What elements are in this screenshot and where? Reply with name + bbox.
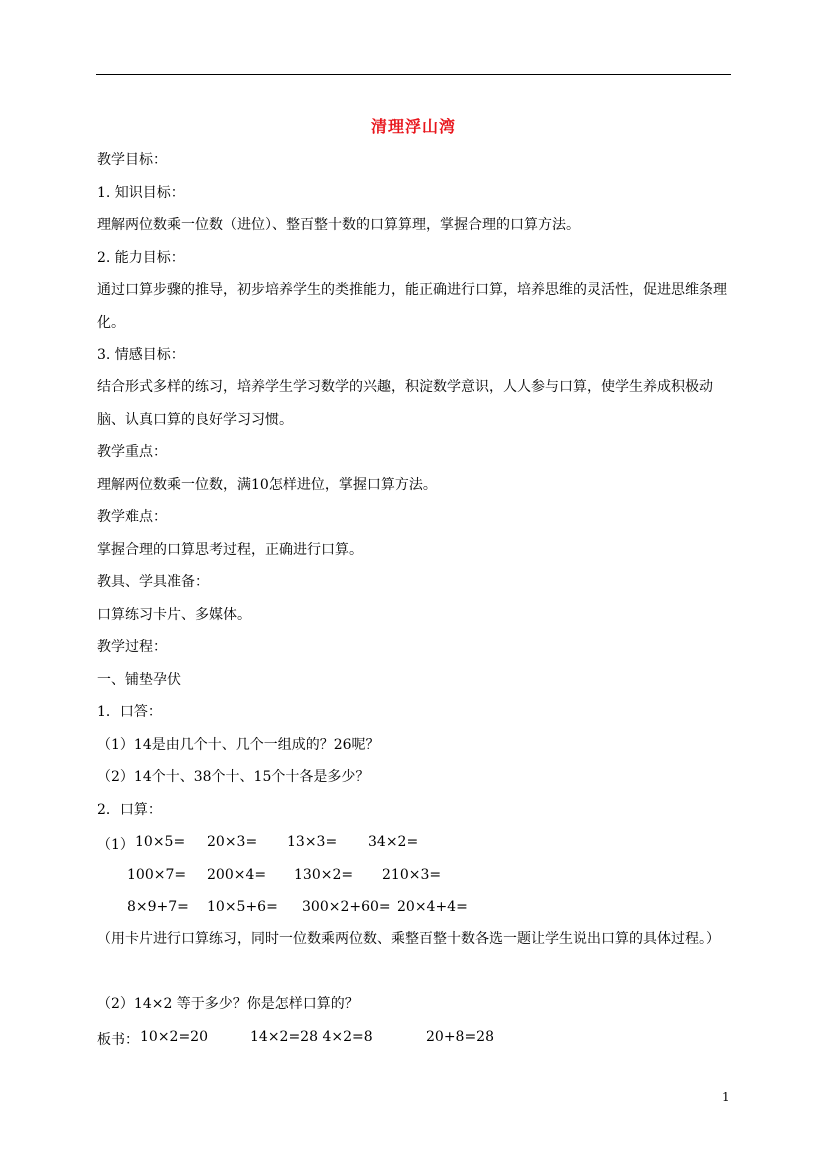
heading-process: 教学过程： (97, 639, 167, 655)
question-1: （1）14是由几个十、几个一组成的？26呢？ (97, 737, 380, 753)
paragraph-emotion-goal: 结合形式多样的练习，培养学生学习数学的兴趣，积淀数学意识，人人参与口算，使学生养成积极动脑、认真口算的良好学习习惯。 (97, 379, 713, 428)
calc-item: 130×2= (294, 867, 354, 883)
heading-difficulty: 教学难点： (97, 509, 167, 525)
calc-item: 100×7= (127, 867, 187, 883)
paragraph-ability-goal: 通过口算步骤的推导，初步培养学生的类推能力，能正确进行口算，培养思维的灵活性，促进思维条理化。 (97, 282, 727, 331)
paragraph-knowledge-goal: 理解两位数乘一位数（进位）、整百整十数的口算算理，掌握合理的口算方法。 (97, 217, 580, 233)
heading-emotion-goal: 3. 情感目标： (97, 347, 185, 363)
heading-oral-calc: 2．口算： (97, 802, 162, 818)
paragraph-materials: 口算练习卡片、多媒体。 (97, 607, 251, 623)
calc-item: 20×3= (207, 834, 258, 850)
heading-ability-goal: 2. 能力目标： (97, 250, 185, 266)
header-rule (96, 74, 731, 75)
calc-item: 8×9+7= (127, 899, 189, 915)
document-title: 清理浮山湾 (370, 117, 456, 136)
calc-item: 210×3= (382, 867, 442, 883)
paragraph-difficulty: 掌握合理的口算思考过程，正确进行口算。 (97, 542, 363, 558)
board-label: 板书： (97, 1032, 139, 1048)
calc-item: 200×4= (207, 867, 267, 883)
paragraph-key-point: 理解两位数乘一位数，满10怎样进位，掌握口算方法。 (97, 477, 437, 493)
calc-item: 34×2= (368, 834, 419, 850)
paragraph-card-practice: （用卡片进行口算练习，同时一位数乘两位数、乘整百整十数各选一题让学生说出口算的具体过程。） (97, 931, 720, 947)
board-item: 20+8=28 (426, 1029, 494, 1045)
heading-key-point: 教学重点： (97, 444, 167, 460)
page-number: 1 (722, 1090, 730, 1104)
heading-section-one: 一、铺垫孕伏 (97, 672, 181, 688)
heading-teaching-goals: 教学目标： (97, 152, 167, 168)
calc-item: 300×2+60= (302, 899, 391, 915)
question-2: （2）14个十、38个十、15个十各是多少？ (97, 769, 370, 785)
calc-item: 13×3= (287, 834, 338, 850)
calc-item: 20×4+4= (397, 899, 468, 915)
heading-oral-answer: 1．口答： (97, 704, 162, 720)
heading-knowledge-goal: 1. 知识目标： (97, 185, 185, 201)
board-item: 10×2=20 (140, 1029, 208, 1045)
calc-item: 10×5+6= (207, 899, 278, 915)
question-3: （2）14×2 等于多少？你是怎样口算的？ (97, 996, 359, 1012)
calc-row1-prefix: （1） (97, 837, 134, 853)
heading-materials: 教具、学具准备： (97, 574, 209, 590)
calc-item: 10×5= (135, 834, 186, 850)
board-item: 14×2=28 4×2=8 (250, 1029, 373, 1045)
